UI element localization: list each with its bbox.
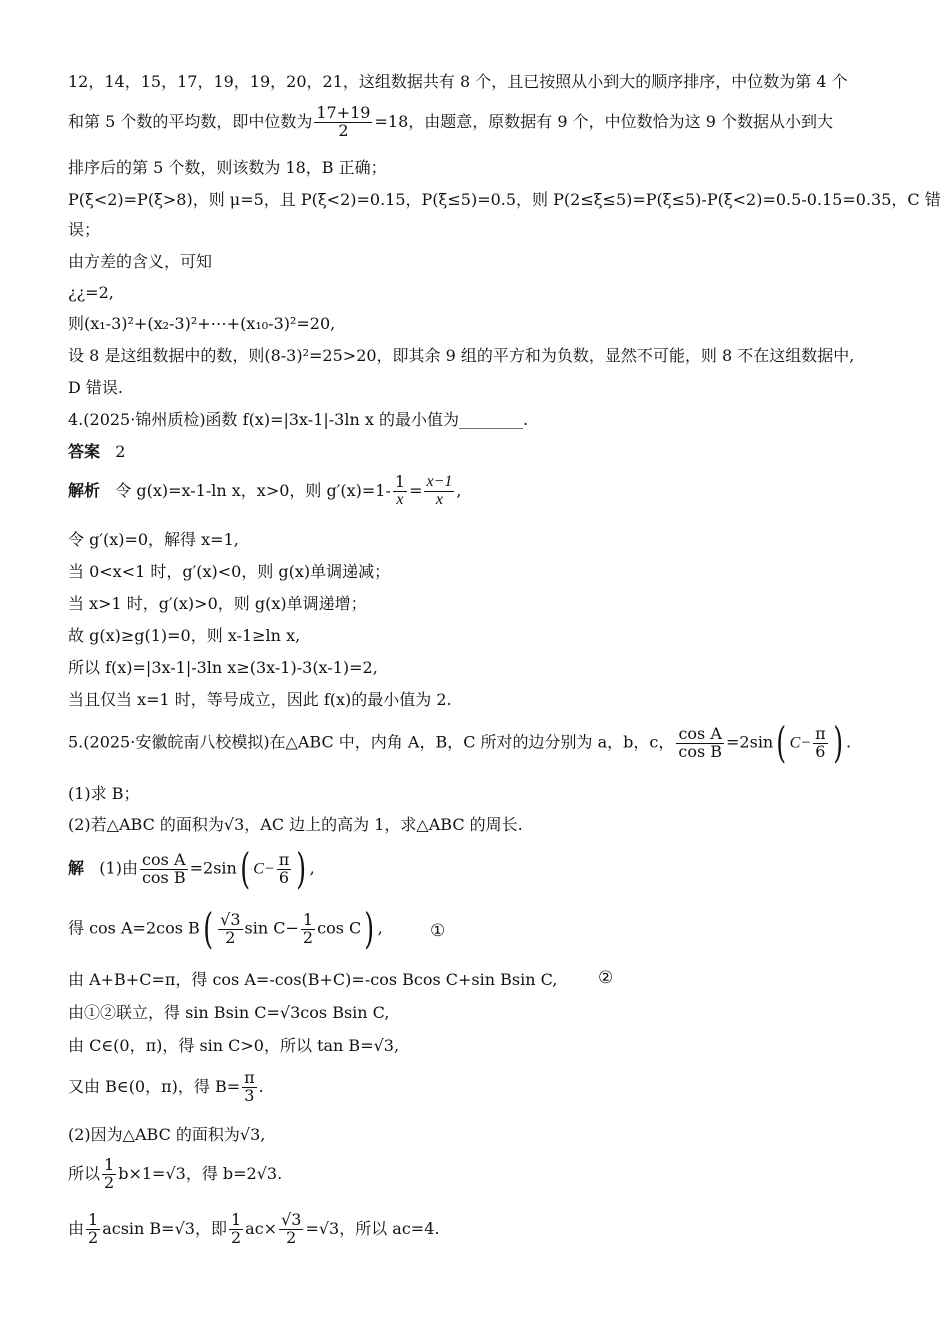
fraction: $\frac{1}{2}$: [104, 1155, 115, 1192]
text-line: (2)因为△ABC 的面积为√3,: [68, 1125, 266, 1144]
fraction: $\frac{\text{cos A}}{\text{cos B}}$: [141, 849, 186, 887]
fraction: $\frac{1}{2}$: [230, 1210, 242, 1247]
text-line: 当 x>1 时，g′(x)>0，则 g(x)单调递增；: [68, 594, 367, 613]
text-line: 设 8 是这组数据中的数，则(8-3)²=25>20，即其余 9 组的平方和为负数，显然不可能，则 8 不在这组数据中,: [68, 346, 855, 365]
text-line: (2)若△ABC 的面积为√3，AC 边上的高为 1，求△ABC 的周长.: [68, 815, 523, 834]
fraction: $\frac{\pi}{6}$: [815, 723, 826, 761]
analysis-line-1: 解析 令 g(x)=x-1-ln x，x>0，则 g′(x)=1- $\frac{1}{x}$ = $\frac{x-1}{x}$ ,: [68, 472, 462, 508]
question-5: 5.(2025·安徽皖南八校模拟)在△ABC 中，内角 A，B，C 所对的边分别为 a，b，c， $\frac{\text{cos A}}{\text{cos B}}$ =2sin( C− $\frac{\pi}{6}$ ) .: [68, 718, 852, 767]
analysis-label: 解析: [68, 480, 101, 500]
equation-marker-1: ①: [430, 921, 446, 941]
text-line: 令 g′(x)=0，解得 x=1,: [68, 530, 239, 549]
text-line: 故 g(x)≥g(1)=0，则 x-1≥ln x,: [68, 626, 301, 645]
fraction: $\frac{17+19}{2}$: [316, 103, 371, 140]
text-line: 则(x₁-3)²+(x₂-3)²+⋯+(x₁₀-3)²=20,: [68, 314, 336, 333]
fraction: $\frac{√3}{2}$: [220, 909, 241, 947]
text-line: 由 A+B+C=π，得 cos A=-cos(B+C)=-cos Bcos C+sin Bsin C,: [68, 970, 558, 989]
answer-line: [68, 442, 125, 461]
solution-line-8: 所以 $\frac{1}{2}$ b×1=√3，得 b=2√3.: [68, 1155, 283, 1192]
answer-value: 2: [115, 442, 126, 461]
fraction: $\frac{1}{2}$: [302, 909, 314, 947]
text-line: 当 0<x<1 时，g′(x)<0，则 g(x)单调递减；: [68, 562, 391, 581]
fraction: $\frac{\pi}{3}$: [244, 1068, 255, 1105]
fraction: $\frac{\pi}{6}$: [278, 849, 290, 887]
text-line: (1)求 B；: [68, 784, 140, 803]
text-line-median: 和第 5 个数的平均数，即中位数为 $\frac{17+19}{2}$ =18，由题意，原数据有 9 个，中位数恰为这 9 个数据从小到大: [68, 103, 833, 140]
solution-line-1: 解 (1)由 $\frac{\text{cos A}}{\text{cos B}}$ =2sin( C− $\frac{\pi}{6}$ ) ,: [68, 844, 315, 893]
answer-label: 答案: [68, 442, 101, 461]
text-line: 12，14，15，17，19，19，20，21，这组数据共有 8 个，且已按照从小到大的顺序排序，中位数为第 4 个: [68, 72, 848, 91]
fraction: $\frac{1}{x}$: [394, 472, 406, 508]
text-line: 所以 f(x)=|3x-1|-3ln x≥(3x-1)-3(x-1)=2,: [68, 658, 378, 677]
equation-marker-2: ②: [598, 968, 614, 988]
solution-line-2: 得 cos A=2cos B( $\frac{√3}{2}$ sin C− $\frac{1}{2}$ cos C) ,: [68, 904, 383, 953]
text-line: 由方差的含义，可知: [68, 252, 213, 271]
text-line: D 错误.: [68, 378, 124, 397]
solution-line-6: 又由 B∈(0，π)，得 B= $\frac{\pi}{3}$ .: [68, 1068, 264, 1105]
solution-label: 解: [68, 858, 85, 878]
text-line: 由 C∈(0，π)，得 sin C>0，所以 tan B=√3,: [68, 1036, 400, 1055]
text-line: 误；: [68, 220, 101, 239]
fraction: $\frac{√3}{2}$: [281, 1210, 302, 1247]
question-4: 4.(2025·锦州质检)函数 f(x)=|3x-1|-3ln x 的最小值为________.: [68, 410, 529, 429]
fraction: $\frac{1}{2}$: [88, 1210, 99, 1247]
fraction: $\frac{x-1}{x}$: [426, 473, 453, 508]
text-line: P(ξ<2)=P(ξ>8)，则 μ=5，且 P(ξ<2)=0.15，P(ξ≤5)=0.5，则 P(2≤ξ≤5)=P(ξ≤5)-P(ξ<2)=0.5-0.15=0.35，C 错: [68, 190, 941, 209]
text-line: 由①②联立，得 sin Bsin C=√3cos Bsin C,: [68, 1003, 390, 1022]
text-line: 排序后的第 5 个数，则该数为 18，B 正确；: [68, 158, 387, 177]
fraction: $\frac{\text{cos A}}{\text{cos B}}$: [678, 723, 723, 761]
text-line: ¿¿=2,: [68, 283, 114, 302]
solution-line-9: 由 $\frac{1}{2}$ acsin B=√3，即 $\frac{1}{2}$ ac× $\frac{√3}{2}$ =√3，所以 ac=4.: [68, 1210, 440, 1247]
text-line: 当且仅当 x=1 时，等号成立，因此 f(x)的最小值为 2.: [68, 690, 452, 709]
